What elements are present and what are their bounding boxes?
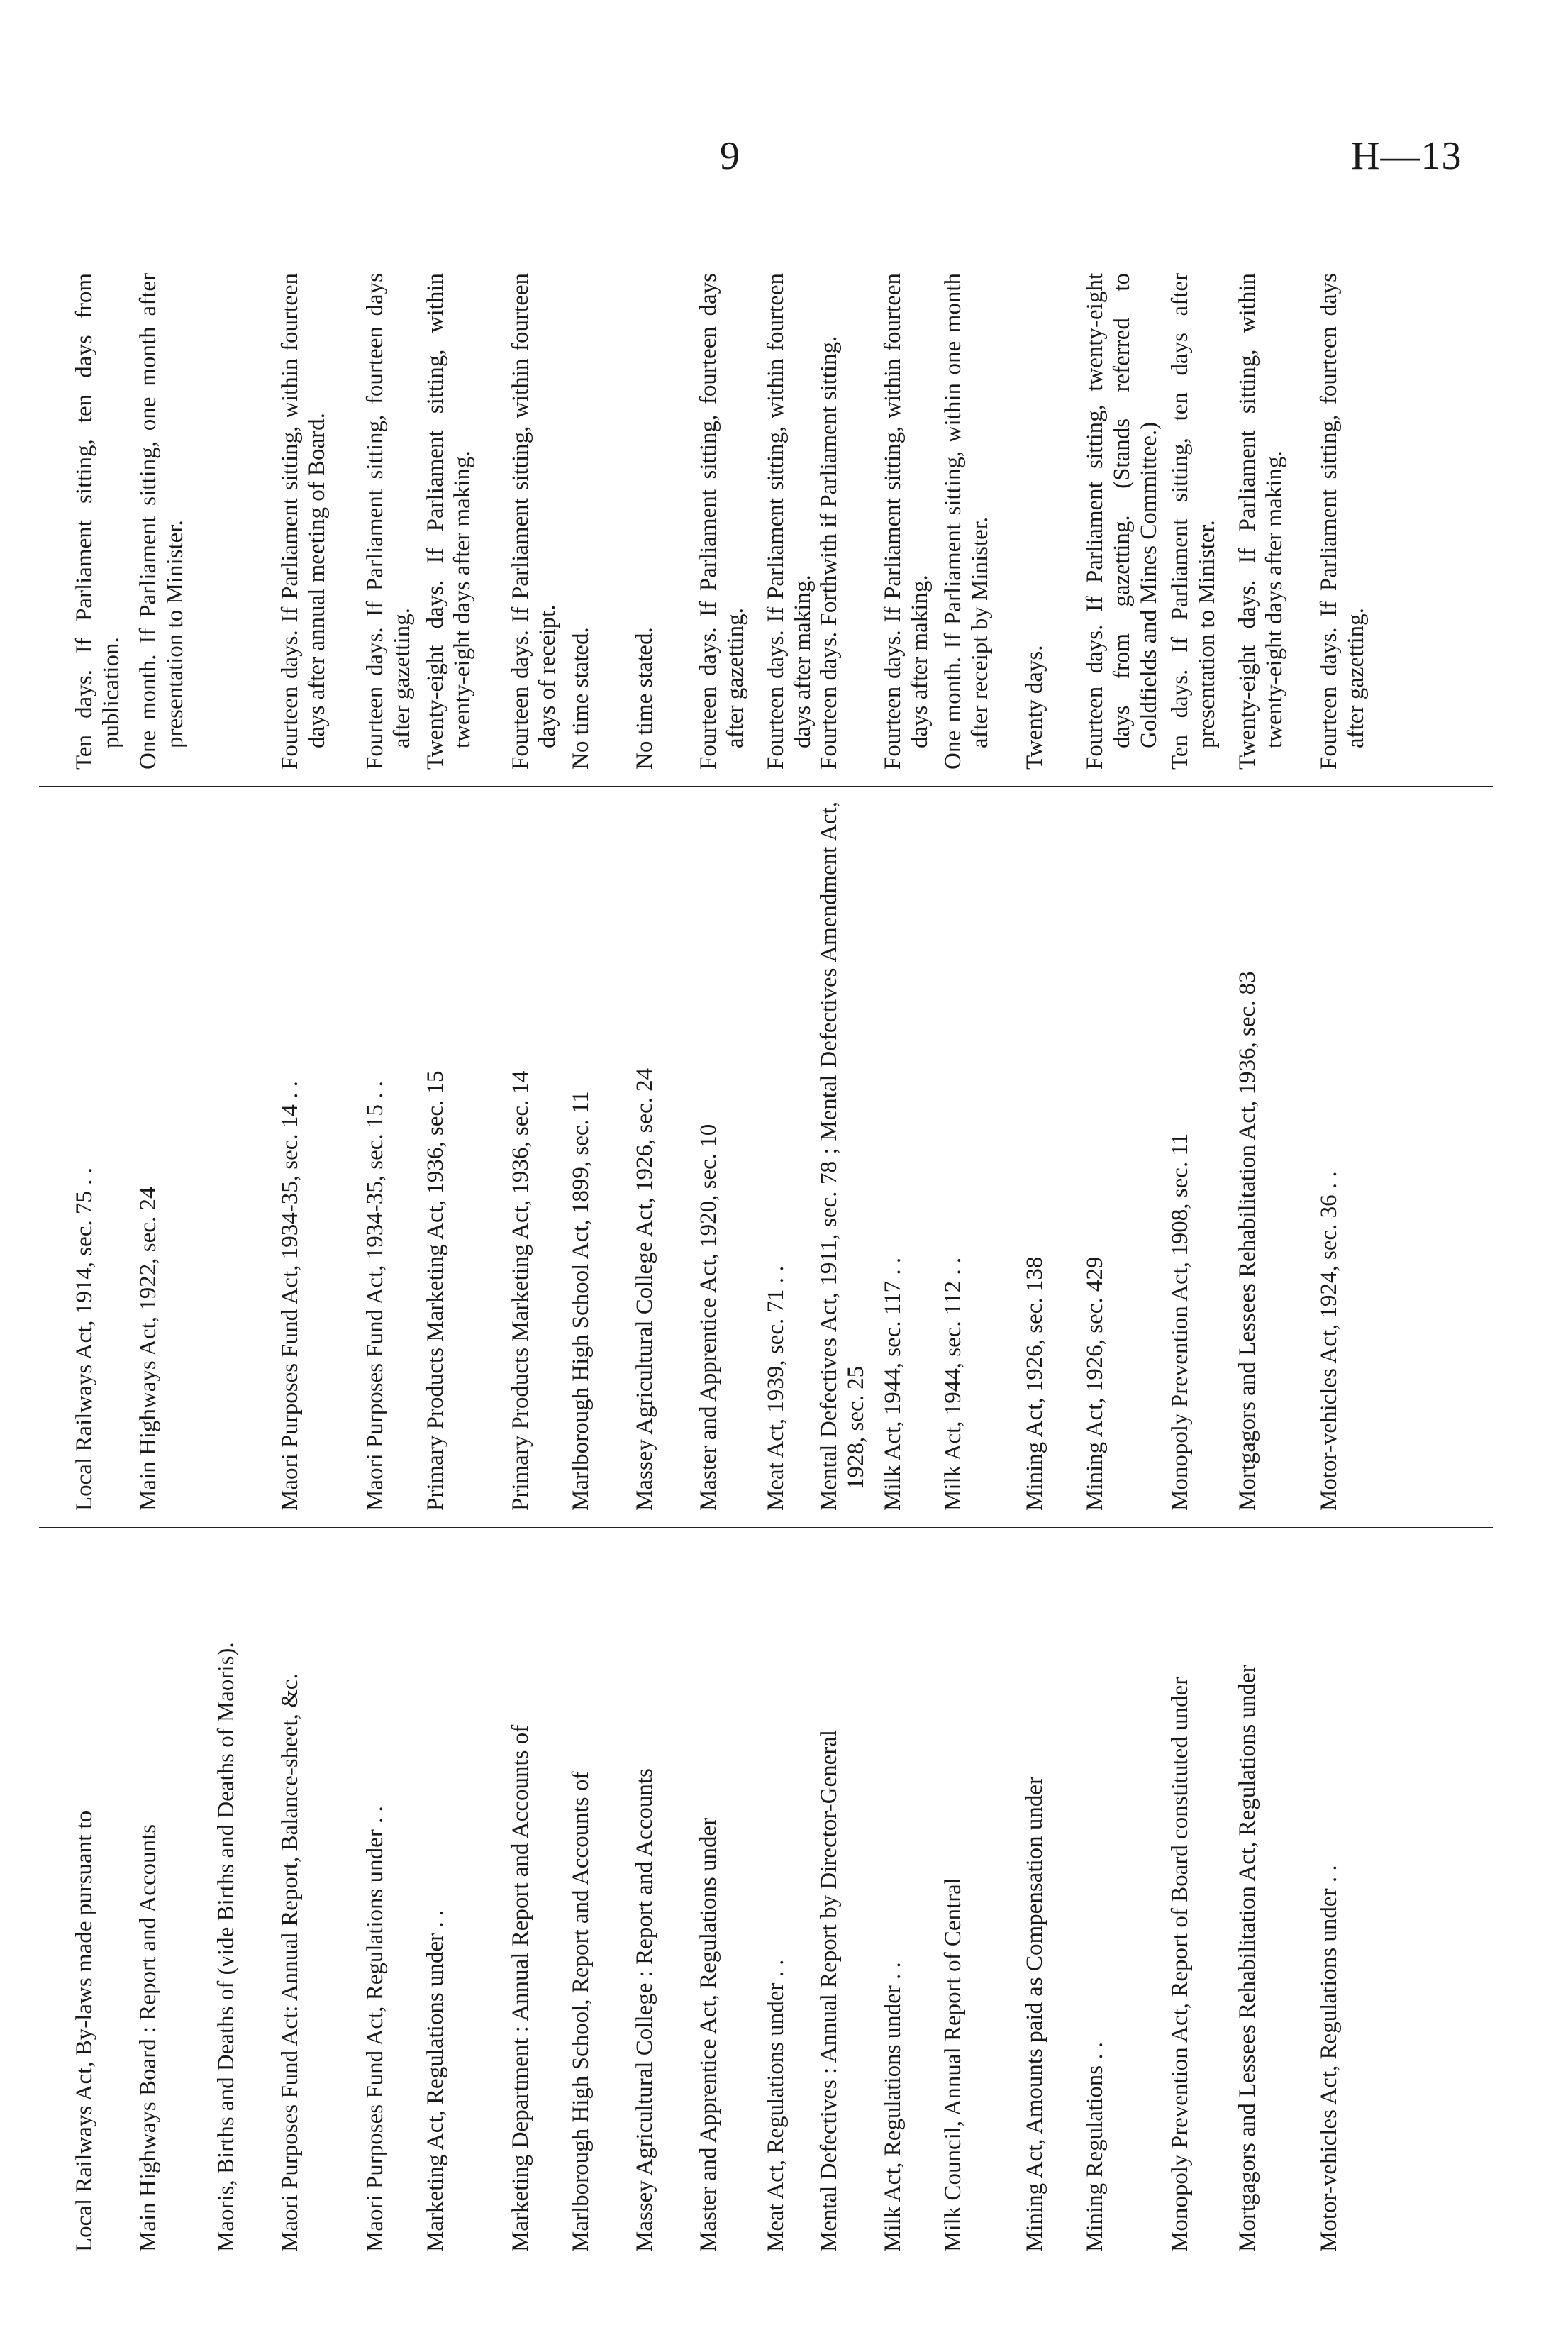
subject-cell: Milk Council, Annual Report of Central <box>940 1877 966 2252</box>
time-text: Fourteen days. If Parliament sitting, fourteen days after gazetting. <box>362 273 415 770</box>
time-text: Fourteen days. If Parliament sitting, twenty-eight days from gazetting. (Stands referred to Goldfields and Mines Committee.) <box>1082 273 1162 770</box>
time-text: Fourteen days. If Parliament sitting, within fourteen days after making. <box>763 273 816 770</box>
time-cell <box>879 273 933 770</box>
column-divider-2 <box>39 786 1493 787</box>
subject-cell: Marketing Act, Regulations under . . <box>423 1909 448 2252</box>
time-text: No time stated. <box>568 627 594 770</box>
page-number: 9 <box>720 134 740 178</box>
subject-cell: Monopoly Prevention Act, Report of Board constituted under <box>1167 1677 1193 2252</box>
authority-cell: Mortgagors and Lessees Rehabilitation Act, 1936, sec. 83 <box>1235 971 1260 1511</box>
authority-cell: Massey Agricultural College Act, 1926, sec. 24 <box>632 1067 657 1511</box>
rotated-table <box>39 259 1493 2273</box>
time-cell <box>695 273 749 770</box>
subject-cell: Massey Agricultural College : Report and Accounts <box>632 1768 657 2252</box>
time-text: Ten days. If Parliament sitting, ten days from publication. <box>72 273 124 770</box>
time-cell <box>816 273 843 770</box>
subject-cell: Marketing Department : Annual Report and Accounts of <box>508 1724 533 2252</box>
authority-cell: Mining Act, 1926, sec. 138 <box>1022 1256 1047 1511</box>
time-text: Fourteen days. If Parliament sitting, within fourteen days of receipt. <box>508 273 560 770</box>
authority-cell: Primary Products Marketing Act, 1936, sec. 15 <box>423 1070 448 1511</box>
authority-cell: Monopoly Prevention Act, 1908, sec. 11 <box>1167 1133 1193 1511</box>
document-reference: H—13 <box>1351 134 1462 178</box>
authority-cell: Marlborough High School Act, 1899, sec. 11 <box>568 1091 594 1511</box>
time-cell <box>135 273 189 770</box>
authority-cell: Local Railways Act, 1914, sec. 75 . . <box>72 1167 97 1511</box>
time-cell <box>507 273 561 770</box>
time-text: Twenty-eight days. If Parliament sitting, within twenty-eight days after making. <box>423 273 475 770</box>
time-text: Fourteen days. Forthwith if Parliament sitting. <box>816 335 842 770</box>
subject-cell: Maori Purposes Fund Act: Annual Report, Balance-sheet, &c. <box>277 1673 303 2252</box>
authority-cell: Meat Act, 1939, sec. 71 . . <box>763 1265 789 1511</box>
time-cell <box>1316 273 1369 770</box>
time-text: One month. If Parliament sitting, one month after presentation to Minister. <box>135 273 188 770</box>
time-cell <box>1167 273 1221 770</box>
subject-cell: Mining Act, Amounts paid as Compensation under <box>1022 1776 1047 2252</box>
time-cell <box>422 273 476 770</box>
time-cell <box>940 273 994 770</box>
time-text: Twenty days. <box>1022 645 1047 770</box>
authority-cell: Main Highways Act, 1922, sec. 24 <box>135 1187 161 1511</box>
subject-cell: Mining Regulations . . <box>1082 2041 1108 2252</box>
authority-cell: Motor-vehicles Act, 1924, sec. 36 . . <box>1316 1171 1342 1511</box>
authority-cell: Primary Products Marketing Act, 1936, sec. 14 <box>508 1070 533 1511</box>
statutory-papers-table <box>39 259 1493 2273</box>
authority-cell: Maori Purposes Fund Act, 1934-35, sec. 14 . . <box>277 1081 303 1511</box>
authority-cell: Milk Act, 1944, sec. 117 . . <box>880 1257 906 1511</box>
authority-cell: Maori Purposes Fund Act, 1934-35, sec. 15 . . <box>362 1081 388 1511</box>
subject-cell: Meat Act, Regulations under . . <box>763 1959 789 2252</box>
authority-cell: Mining Act, 1926, sec. 429 <box>1082 1256 1108 1511</box>
time-cell <box>362 273 416 770</box>
time-cell <box>277 273 330 770</box>
authority-cell: Master and Apprentice Act, 1920, sec. 10 <box>696 1123 721 1511</box>
authority-cell: Milk Act, 1944, sec. 112 . . <box>940 1257 966 1511</box>
time-text: Fourteen days. If Parliament sitting, within fourteen days after making. <box>880 273 933 770</box>
time-text: Ten days. If Parliament sitting, ten days after presentation to Minister. <box>1167 273 1220 770</box>
time-cell <box>71 273 125 770</box>
time-text: One month. If Parliament sitting, within one month after receipt by Minister. <box>940 273 993 770</box>
subject-cell: Main Highways Board : Report and Accounts <box>135 1824 161 2252</box>
subject-cell: Marlborough High School, Report and Accounts of <box>568 1771 594 2252</box>
subject-cell: Master and Apprentice Act, Regulations under <box>696 1817 721 2252</box>
subject-cell: Mental Defectives : Annual Report by Director-General <box>816 1729 842 2252</box>
time-cell <box>1234 273 1288 770</box>
column-divider-1 <box>39 1527 1493 1528</box>
time-text: No time stated. <box>632 627 657 770</box>
time-text: Fourteen days. If Parliament sitting, within fourteen days after annual meeting of Board. <box>277 273 330 770</box>
time-cell <box>567 273 594 770</box>
time-cell <box>1082 273 1162 770</box>
time-text: Fourteen days. If Parliament sitting, fourteen days after gazetting. <box>1316 273 1369 770</box>
time-cell <box>1021 273 1048 770</box>
subject-cell: Milk Act, Regulations under . . <box>880 1962 906 2252</box>
subject-cell: Mortgagors and Lessees Rehabilitation Act, Regulations under <box>1235 1665 1260 2252</box>
time-cell <box>631 273 658 770</box>
time-text: Fourteen days. If Parliament sitting, fourteen days after gazetting. <box>696 273 748 770</box>
time-text: Twenty-eight days. If Parliament sitting, within twenty-eight days after making. <box>1235 273 1287 770</box>
subject-cell: Maori Purposes Fund Act, Regulations under . . <box>362 1806 388 2252</box>
authority-cell: Mental Defectives Act, 1911, sec. 78 ; Mental Defectives Amendment Act, 1928, sec. 25 <box>816 801 869 1511</box>
subject-cell: Motor-vehicles Act, Regulations under . . <box>1316 1865 1342 2252</box>
subject-cell: Local Railways Act, By-laws made pursuant to <box>72 1810 97 2252</box>
time-cell <box>762 273 816 770</box>
subject-cell: Maoris, Births and Deaths of (vide Births and Deaths of Maoris). <box>213 1642 239 2252</box>
